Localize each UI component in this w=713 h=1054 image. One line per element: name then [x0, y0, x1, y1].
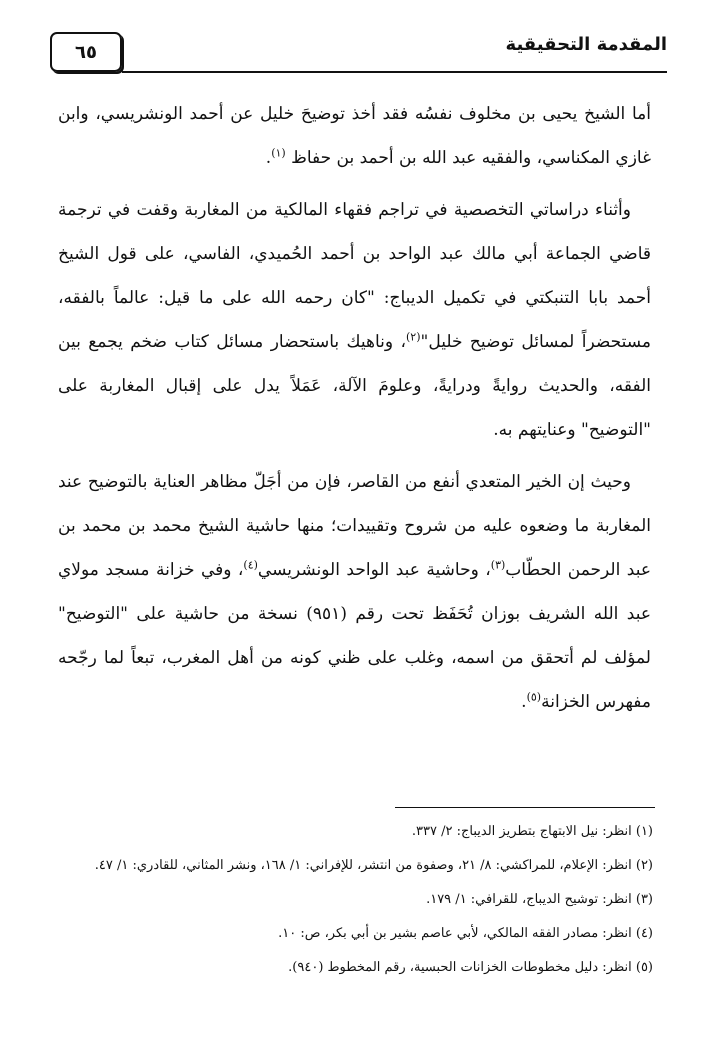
- footnote-3: (٣) انظر: توشيح الديباج، للقرافي: ١/ ١٧٩.: [426, 892, 653, 907]
- paragraph-3-mid: ، وحاشية عبد الواحد الونشريسي: [257, 560, 491, 580]
- paragraph-2-text: وأثناء دراساتي التخصصية في تراجم فقهاء المالكية من المغاربة وقفت في ترجمة قاضي الجماعة أبي مالك عبد الواحد بن أحمد الحُميدي، الفاسي، على قول الشيخ أحمد بابا التنبكتي في تكميل الديباج: "كان رحمه الله على ما قيل: عالماً بالفقه، مستحضراً لمسائل توضيح خليل": [58, 200, 651, 352]
- paragraph-2: [58, 188, 651, 452]
- page-header: [50, 32, 667, 76]
- paragraph-3: [58, 460, 651, 724]
- footnote-2: (٢) انظر: الإعلام، للمراكشي: ٨/ ٢١، وصفوة من انتشر، للإفراني: ١/ ١٦٨، ونشر المثاني، للقادري: ١/ ٤٧.: [94, 858, 653, 873]
- footnote-ref-4: (٤): [243, 558, 258, 572]
- footnote-1: (١) انظر: نيل الابتهاج بتطريز الديباج: ٢/ ٣٣٧.: [411, 824, 653, 839]
- footnotes: [60, 815, 653, 985]
- header-rule: [122, 71, 667, 73]
- running-title: المقدمة التحقيقية: [505, 34, 667, 55]
- paragraph-3-end: .: [521, 692, 527, 712]
- paragraph-1-text: أما الشيخ يحيى بن مخلوف نفسُه فقد أخذ توضيحَ خليل عن أحمد الونشريسي، وابن غازي المكناسي، والفقيه عبد الله بن أحمد بن حفاظ: [58, 104, 651, 168]
- footnote-ref-3: (٣): [490, 558, 506, 572]
- footnote-ref-2: (٢): [406, 330, 421, 344]
- footnote-4: (٤) انظر: مصادر الفقه المالكي، لأبي عاصم بشير بن أبي بكر، ص: ١٠.: [278, 926, 653, 941]
- footnote-ref-1: (١): [271, 146, 286, 160]
- paragraph-3-tail: ، وفي خزانة مسجد مولاي عبد الله الشريف بوزان تُحَفَظ تحت رقم (٩٥١) نسخة من حاشية على "التوضيح" لمؤلف لم أتحقق من اسمه، وغلب على ظني كونه من أهل المغرب، تبعاً لما رجّحه مفهرس الخزانة: [58, 560, 651, 712]
- page-number: ٦٥: [50, 32, 122, 72]
- paragraph-3-text: وحيث إن الخير المتعدي أنفع من القاصر، فإن من أجَلّ مظاهر العناية بالتوضيح عند المغاربة ما وضعوه عليه من شروح وتقييدات؛ منها حاشية الشيخ محمد بن محمد بن عبد الرحمن الحطّاب: [58, 472, 651, 580]
- footnote-ref-5: (٥): [526, 690, 542, 704]
- footnote-5: (٥) انظر: دليل مخطوطات الخزانات الحبسية، رقم المخطوط (٩٤٠).: [288, 960, 653, 975]
- main-text: [58, 92, 651, 732]
- paragraph-1-tail: .: [265, 148, 272, 168]
- paragraph-2-tail: ، وناهيك باستحضار مسائل كتاب ضخم يجمع بين الفقه، والحديث روايةً ودرايةً، وعلومَ الآلة، عَمَلاً يدل على إقبال المغاربة على "التوضيح" وعنايتهم به.: [58, 332, 651, 440]
- footnote-separator: [395, 807, 655, 808]
- paragraph-1: [58, 92, 651, 180]
